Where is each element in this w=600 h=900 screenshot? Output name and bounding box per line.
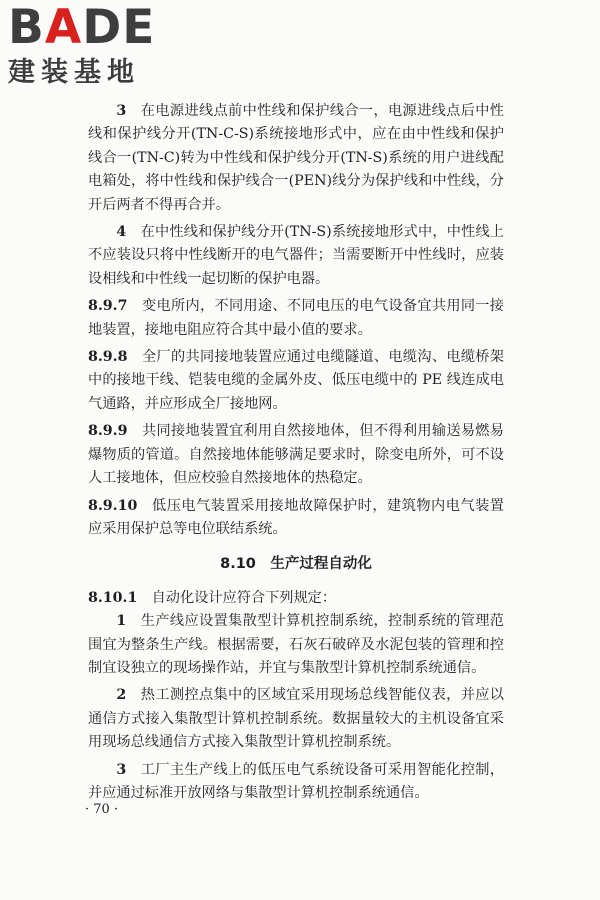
clause-number: 8.9.10 [88, 497, 138, 514]
item-number: 3 [116, 761, 127, 778]
paragraph-text: 热工测控点集中的区域宜采用现场总线智能仪表，并应以通信方式接入集散型计算机控制系统。数据量较大的主机设备宜采用现场总线通信方式接入集散型计算机控制系统。 [88, 687, 504, 751]
list-item [88, 684, 504, 754]
item-number: 4 [116, 224, 127, 241]
item-number: 1 [116, 613, 127, 630]
paragraph-text: 工厂主生产线上的低压电气系统设备可采用智能化控制，并应通过标准开放网络与集散型计算机控制系统通信。 [88, 761, 504, 801]
section-heading [88, 553, 504, 576]
clause-number: 8.9.9 [88, 423, 128, 440]
list-item [88, 100, 504, 217]
list-item [88, 610, 504, 680]
bade-logo [8, 0, 178, 96]
document-body [88, 100, 504, 805]
page-number: · 70 · [85, 802, 119, 817]
paragraph-text: 自动化设计应符合下列规定： [151, 589, 337, 606]
paragraph-text: 共同接地装置宜利用自然接地体，但不得利用输送易燃易爆物质的管道。自然接地体能够满足要求时，除变电所外，可不设人工接地体，但应校验自然接地体的热稳定。 [88, 423, 504, 487]
paragraph-text: 生产线应设置集散型计算机控制系统，控制系统的管理范围宜为整条生产线。根据需要，石灰石破碎及水泥包装的管理和控制宜设独立的现场操作站，并宜与集散型计算机控制系统通信。 [88, 613, 504, 676]
clause-paragraph [88, 295, 504, 342]
clause-paragraph [88, 346, 504, 416]
list-item [88, 221, 504, 291]
clause-number: 8.9.7 [88, 298, 128, 315]
clause-paragraph [88, 587, 504, 610]
paragraph-text: 在电源进线点前中性线和保护线合一，电源进线点后中性线和保护线分开(TN-C-S)系统接地形式中，应在由中性线和保护线合一(TN-C)转为中性线和保护线分开(TN-S)系统的用户进线配电箱处，将中性线和保护线合一(PEN)线分为保护线和中性线，分开后两者不得再合并。 [88, 103, 504, 213]
paragraph-text: 全厂的共同接地装置应通过电缆隧道、电缆沟、电缆桥架中的接地干线、铠装电缆的金属外皮、低压电缆中的 PE 线连成电气通路，并应形成全厂接地网。 [88, 349, 504, 412]
paragraph-text: 变电所内，不同用途、不同电压的电气设备宜共用同一接地装置，接地电阻应符合其中最小值的要求。 [88, 298, 504, 338]
item-number: 3 [116, 103, 127, 119]
clause-number: 8.9.8 [88, 349, 128, 366]
section-title: 生产过程自动化 [270, 556, 372, 573]
clause-number: 8.10.1 [88, 589, 138, 606]
logo-wordmark: BADE [8, 0, 156, 55]
clause-paragraph [88, 420, 504, 490]
clause-paragraph [88, 495, 504, 542]
paragraph-text: 低压电气装置采用接地故障保护时，建筑物内电气装置应采用保护总等电位联结系统。 [88, 497, 504, 537]
logo-subtitle: 建装基地 [8, 57, 140, 88]
list-item [88, 759, 504, 806]
paragraph-text: 在中性线和保护线分开(TN-S)系统接地形式中，中性线上不应装设只将中性线断开的电气器件；当需要断开中性线时，应装设相线和中性线一起切断的保护电器。 [88, 224, 504, 287]
item-number: 2 [116, 687, 127, 704]
section-number: 8.10 [220, 556, 256, 573]
